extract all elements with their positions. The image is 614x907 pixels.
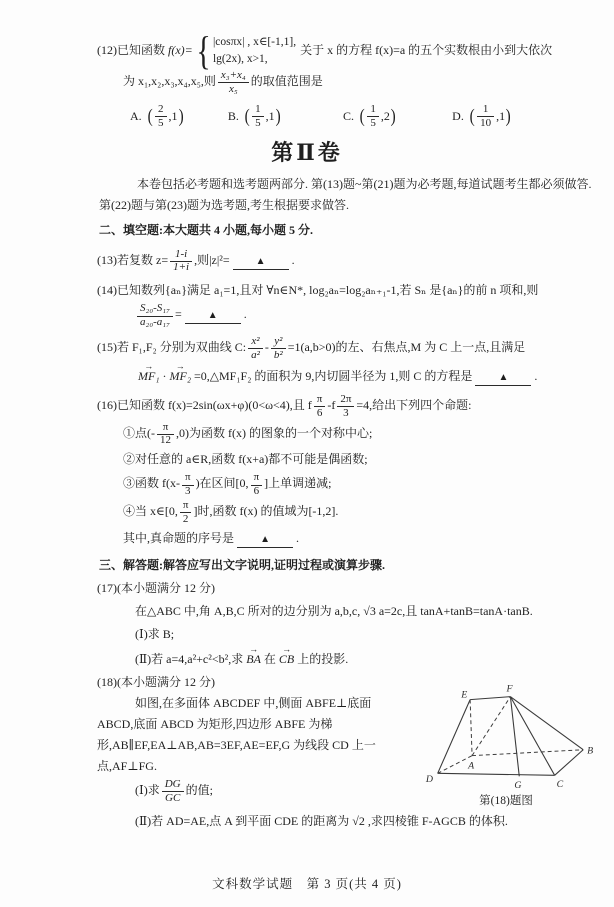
item1-fraction bbox=[157, 422, 174, 448]
q18-part1-text-a: (Ⅰ)求 bbox=[135, 782, 160, 797]
fraction-numerator: DG bbox=[162, 779, 184, 792]
item3-text-a: ③函数 f(x- bbox=[123, 476, 180, 491]
option-b-label: B. bbox=[227, 109, 239, 124]
vector-cb: CB → bbox=[279, 647, 294, 670]
close-paren: ) bbox=[390, 106, 396, 128]
fraction-numerator: y² bbox=[271, 336, 286, 349]
q16-item-4 bbox=[123, 500, 598, 526]
q12-options-row bbox=[97, 104, 598, 130]
close-paren: ) bbox=[505, 106, 511, 128]
figure-18 bbox=[414, 677, 598, 809]
vertex-label-g: G bbox=[514, 779, 522, 791]
vector-mf2: MF₂ → bbox=[170, 364, 192, 387]
q12-lead: 已知函数 bbox=[117, 42, 166, 57]
fraction-denominator: 10 bbox=[480, 116, 492, 129]
q16-number: (16) bbox=[97, 397, 117, 412]
case-line-1: |cosπx| , x∈[-1,1], bbox=[212, 36, 297, 49]
fraction-denominator: 2 bbox=[182, 512, 189, 525]
q14-period: . bbox=[243, 307, 247, 322]
section2-intro: 本卷包括必考题和选考题两部分. 第(13)题~第(21)题为必考题,每道试题考生都必须做答. 第(22)题与第(23)题为选考题,考生根据要求做答. bbox=[99, 176, 592, 212]
answer-blank: ▲ bbox=[475, 372, 531, 386]
answer-blank: ▲ bbox=[233, 256, 289, 270]
section2-title: 第Ⅱ卷 bbox=[271, 139, 343, 165]
fraction-denominator: 5 bbox=[158, 116, 164, 129]
question-16 bbox=[0, 394, 614, 549]
answer-blank: ▲ bbox=[185, 310, 241, 324]
option-a-fraction bbox=[155, 104, 167, 130]
item1-text-b: ,0)为函数 f(x) 的图象的一个对称中心; bbox=[176, 425, 373, 440]
q16-conclusion bbox=[123, 528, 598, 549]
q15-period: . bbox=[534, 368, 538, 383]
q16-item-3 bbox=[123, 472, 598, 498]
item3-fraction-2 bbox=[251, 472, 263, 498]
fraction-numerator: π bbox=[314, 394, 326, 407]
q14-line2 bbox=[135, 303, 598, 329]
option-c-label: C. bbox=[343, 109, 355, 124]
answer-blank: ▲ bbox=[237, 534, 293, 548]
q13-fraction bbox=[170, 249, 192, 275]
q12-after-cases: 关于 x 的方程 f(x)=a 的五个实数根由小到大依次 bbox=[300, 42, 553, 57]
option-c-rest: ,2 bbox=[380, 109, 390, 124]
q15-text-b: =1(a,b>0)的左、右焦点,M 为 C 上一点,且满足 bbox=[287, 340, 526, 355]
option-d-fraction bbox=[477, 104, 494, 130]
q12-fraction bbox=[218, 70, 249, 96]
vertex-label-d: D bbox=[425, 773, 433, 785]
fraction-denominator: 5 bbox=[370, 116, 376, 129]
vertex-label-f: F bbox=[506, 683, 513, 695]
q14-number: (14) bbox=[97, 283, 117, 298]
open-paren: ( bbox=[147, 106, 153, 128]
q14-fraction bbox=[137, 303, 173, 329]
vertex-label-c: C bbox=[556, 778, 564, 790]
q12-line2-prefix: 为 x₁,x₂,x₃,x₄,x₅,则 bbox=[123, 74, 216, 89]
option-a bbox=[130, 104, 184, 130]
fill-in-section-header: 二、填空题:本大题共 4 小题,每小题 5 分. bbox=[99, 222, 313, 237]
item3-text-c: ]上单调递减; bbox=[264, 476, 332, 491]
fraction-numerator: 1-i bbox=[170, 249, 192, 262]
page-footer: 文科数学试题 第 3 页(共 4 页) bbox=[212, 877, 402, 891]
q17-part1: (Ⅰ)求 B; bbox=[135, 626, 175, 641]
option-a-label: A. bbox=[130, 109, 142, 124]
q17-head: (17)(本小题满分 12 分) bbox=[97, 580, 215, 595]
fraction-denominator: 3 bbox=[185, 485, 191, 498]
q13-text-b: ,则|z|²= bbox=[194, 252, 230, 267]
q15-number: (15) bbox=[97, 340, 117, 355]
q16-text-b: -f bbox=[327, 397, 336, 412]
option-a-rest: ,1 bbox=[168, 109, 178, 124]
fraction-denominator: 5 bbox=[255, 116, 261, 129]
q15-text-c: =0,△MF₁F₂ 的面积为 9,内切圆半径为 1,则 C 的方程是 bbox=[194, 368, 473, 383]
figure-dashed-edges bbox=[438, 696, 583, 773]
q12-line1 bbox=[97, 28, 598, 73]
piecewise-cases bbox=[213, 34, 296, 67]
fraction-numerator: 1 bbox=[367, 104, 379, 117]
fraction-numerator: π bbox=[251, 472, 263, 485]
q16-concl-text: 其中,真命题的序号是 bbox=[123, 530, 235, 545]
q17-body: 在△ABC 中,角 A,B,C 所对的边分别为 a,b,c, √3 a=2c,且 tanA+tanB=tanA·tanB. bbox=[135, 603, 533, 618]
question-18 bbox=[0, 672, 614, 832]
q13-text-a: 若复数 z= bbox=[117, 252, 169, 267]
fraction-denominator: 6 bbox=[316, 406, 323, 419]
vector-ba: BA → bbox=[246, 647, 261, 670]
vertex-label-b: B bbox=[587, 745, 594, 757]
option-b-fraction bbox=[252, 104, 264, 130]
fraction-numerator: π bbox=[182, 472, 194, 485]
q12-line2 bbox=[123, 70, 598, 96]
fraction-denominator: 12 bbox=[160, 434, 171, 447]
open-paren: ( bbox=[359, 106, 365, 128]
fraction-numerator: 1 bbox=[252, 104, 264, 117]
question-13 bbox=[0, 249, 614, 275]
fraction-denominator: 6 bbox=[253, 485, 260, 498]
polyhedron-figure bbox=[414, 677, 598, 793]
q17-part2-mid: 在 bbox=[263, 651, 276, 666]
option-c bbox=[343, 104, 396, 130]
q16-text-c: =4,给出下列四个命题: bbox=[356, 397, 472, 412]
fraction-denominator: a₂₀-a₁₇ bbox=[140, 316, 170, 329]
close-paren: ) bbox=[275, 106, 281, 128]
vector-mf1: MF₁ → bbox=[138, 364, 160, 387]
q15-fraction-1 bbox=[248, 336, 263, 362]
fraction-denominator: b² bbox=[273, 348, 283, 361]
q12-number: (12) bbox=[97, 42, 117, 57]
q16-fraction-1 bbox=[314, 394, 326, 420]
question-12 bbox=[0, 28, 614, 130]
q12-fx: f(x)= bbox=[168, 42, 193, 57]
option-b bbox=[228, 104, 281, 130]
q15-text-a: 若 F₁,F₂ 分别为双曲线 C: bbox=[117, 340, 247, 355]
case-line-2: lg(2x), x>1, bbox=[212, 53, 268, 65]
fraction-denominator: 3 bbox=[343, 406, 349, 419]
fraction-denominator: GC bbox=[165, 791, 181, 804]
q16-item-2: ②对任意的 a∈R,函数 f(x+a)都不可能是偶函数; bbox=[123, 452, 368, 467]
item4-text-b: ]时,函数 f(x) 的值域为[-1,2]. bbox=[193, 504, 339, 519]
q17-part2-text-a: (Ⅱ)若 a=4,a²+c²<b²,求 bbox=[135, 651, 244, 666]
close-paren: ) bbox=[178, 106, 184, 128]
piecewise-function bbox=[194, 28, 297, 73]
option-d bbox=[452, 104, 511, 130]
q16-period: . bbox=[296, 530, 300, 545]
q15-dot: · bbox=[162, 368, 167, 383]
open-paren: ( bbox=[469, 106, 475, 128]
figure-caption: 第(18)题图 bbox=[479, 794, 533, 807]
item3-fraction-1 bbox=[182, 472, 194, 498]
option-c-fraction bbox=[367, 104, 379, 130]
q16-text-a: 已知函数 f(x)=2sin(ωx+φ)(0<ω<4),且 f bbox=[117, 397, 312, 412]
piecewise-brace: { bbox=[196, 28, 211, 73]
q15-fraction-2 bbox=[271, 336, 286, 362]
fraction-denominator: x₅ bbox=[228, 82, 238, 95]
q18-body: 如图,在多面体 ABCDEF 中,侧面 ABFE⊥底面 ABCD,底面 ABCD 为矩形,四边形 ABFE 为梯形,AB∥EF,EA⊥AB,AB=3EF,AE=EF,G 为线段 CD 上一点,AF⊥FG. bbox=[97, 695, 376, 773]
q16-item-1 bbox=[123, 422, 598, 448]
q18-head: (18)(本小题满分 12 分) bbox=[97, 674, 215, 689]
item4-fraction bbox=[180, 500, 192, 526]
q17-part2 bbox=[135, 647, 598, 670]
figure-solid-edges bbox=[438, 696, 583, 776]
q18-fraction bbox=[162, 779, 184, 805]
open-paren: ( bbox=[244, 106, 250, 128]
option-b-rest: ,1 bbox=[265, 109, 275, 124]
option-d-label: D. bbox=[452, 109, 464, 124]
fraction-numerator: x₃+x₄ bbox=[218, 70, 249, 83]
q14-equals: = bbox=[174, 307, 182, 322]
q17-part2-text-b: 上的投影. bbox=[297, 651, 349, 666]
fraction-numerator: x² bbox=[248, 336, 263, 349]
q14-line1 bbox=[97, 280, 598, 301]
item1-text-a: ①点(- bbox=[123, 425, 155, 440]
q14-text: 已知数列{aₙ}满足 a₁=1,且对 ∀n∈N*, log₂aₙ=log₂aₙ₊₁-1,若 Sₙ 是{aₙ}的前 n 项和,则 bbox=[117, 283, 539, 298]
question-14 bbox=[0, 280, 614, 329]
question-17 bbox=[0, 578, 614, 670]
question-15 bbox=[0, 336, 614, 387]
fraction-numerator: 1 bbox=[477, 104, 494, 117]
q15-line2 bbox=[135, 364, 598, 387]
q12-line2-suffix: 的取值范围是 bbox=[250, 74, 323, 89]
vertex-label-a: A bbox=[468, 760, 475, 772]
vertex-label-e: E bbox=[461, 689, 468, 701]
q15-minus: - bbox=[264, 340, 269, 355]
q16-fraction-2 bbox=[337, 394, 354, 420]
q16-line1 bbox=[97, 394, 598, 420]
fraction-denominator: 1+i bbox=[173, 261, 190, 274]
fraction-numerator: 2π bbox=[337, 394, 354, 407]
fraction-numerator: S₂₀-S₁₇ bbox=[137, 303, 173, 316]
item3-text-b: )在区间[0, bbox=[195, 476, 249, 491]
q18-part2: (Ⅱ)若 AD=AE,点 A 到平面 CDE 的距离为 √2 ,求四棱锥 F-AGCB 的体积. bbox=[135, 813, 508, 828]
option-d-rest: ,1 bbox=[496, 109, 506, 124]
fraction-numerator: π bbox=[180, 500, 192, 513]
fraction-numerator: 2 bbox=[155, 104, 167, 117]
q13-period: . bbox=[291, 252, 295, 267]
q13-number: (13) bbox=[97, 252, 117, 267]
fraction-numerator: π bbox=[157, 422, 174, 435]
q18-part1-text-b: 的值; bbox=[185, 782, 213, 797]
fraction-denominator: a² bbox=[251, 348, 260, 361]
item4-text-a: ④当 x∈[0, bbox=[123, 504, 178, 519]
answer-section-header: 三、解答题:解答应写出文字说明,证明过程或演算步骤. bbox=[99, 557, 385, 572]
